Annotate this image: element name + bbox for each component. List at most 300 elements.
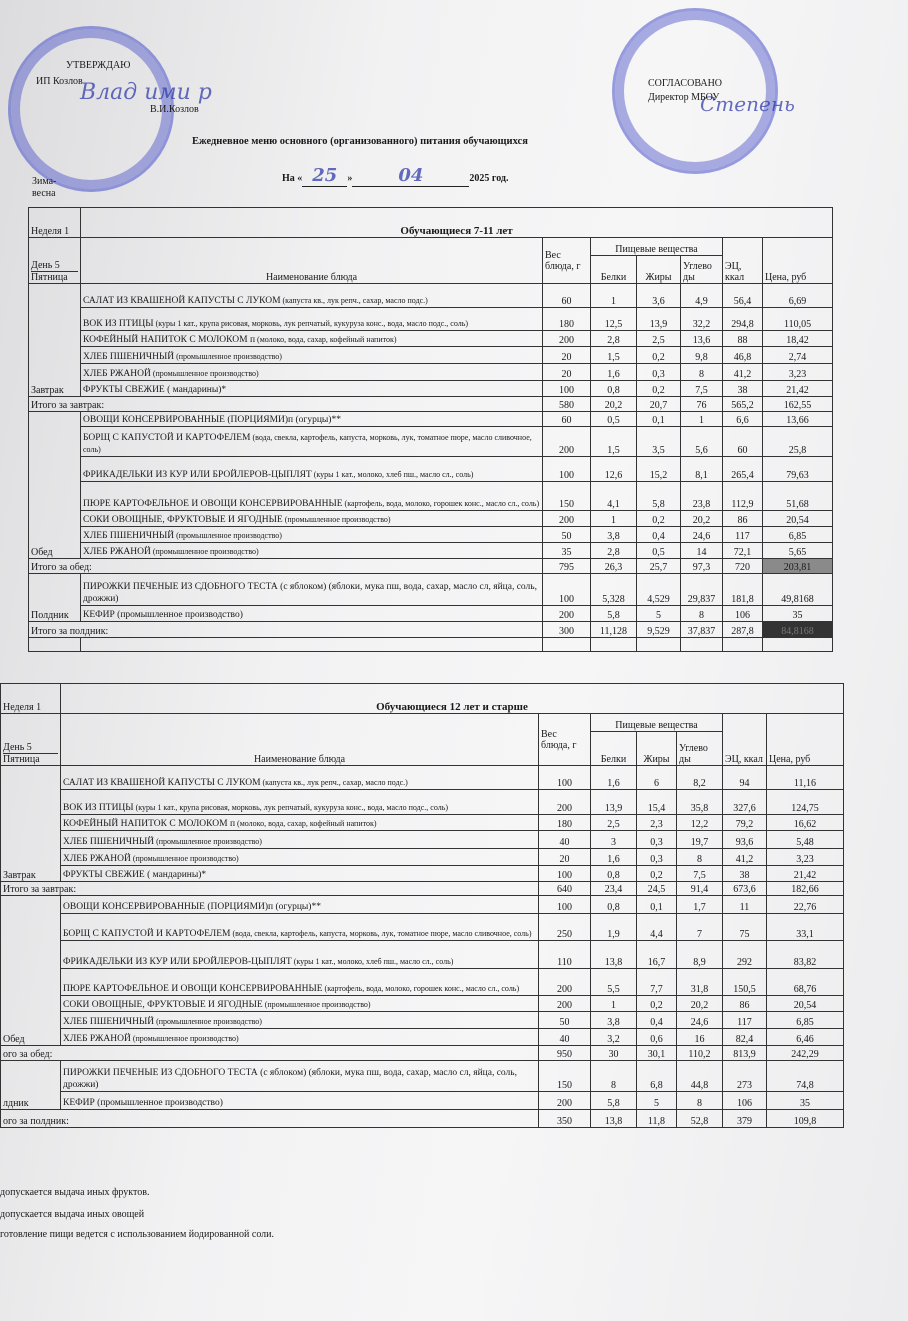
dish-w: 100: [543, 381, 591, 397]
meal-label: Завтрак: [29, 284, 81, 397]
dish-name: [61, 1029, 539, 1046]
dish-f: 13,9: [637, 308, 681, 331]
dish-row: [1, 831, 844, 849]
total-price: 242,29: [767, 1046, 844, 1061]
date-month: 04: [352, 165, 469, 187]
total-c: 91,4: [677, 882, 723, 896]
dish-price: 110,05: [763, 308, 833, 331]
day-cell: [29, 238, 81, 284]
dish-p: 0,8: [591, 866, 637, 882]
dish-price: 11,16: [767, 766, 844, 790]
col-energy-header: ЭЦ, ккал: [723, 238, 763, 284]
dish-p: 2,8: [591, 331, 637, 347]
dish-row: [1, 766, 844, 790]
total-w: 640: [539, 882, 591, 896]
dish-row: [1, 1061, 844, 1092]
total-price: 84,8168: [763, 622, 833, 638]
dish-main: ХЛЕБ РЖАНОЙ: [63, 1034, 131, 1044]
meal-label: Обед: [1, 896, 61, 1046]
dish-main: САЛАТ ИЗ КВАШЕНОЙ КАПУСТЫ С ЛУКОМ: [83, 296, 281, 306]
dish-f: 2,3: [637, 815, 677, 831]
dish-e: 94: [723, 766, 767, 790]
menu-date: На « 25 » 04 2025 год.: [282, 165, 509, 186]
dish-p: 13,9: [591, 790, 637, 815]
dish-w: 100: [539, 896, 591, 914]
dish-row: [29, 364, 833, 381]
dish-price: 3,23: [763, 364, 833, 381]
dish-ingredients: (куры 1 кат., молоко, хлеб пш., масло сл., соль): [291, 957, 454, 966]
total-c: 37,837: [681, 622, 723, 638]
dish-e: 117: [723, 527, 763, 543]
dish-main: ВОК ИЗ ПТИЦЫ: [83, 319, 154, 329]
dish-price: 5,48: [767, 831, 844, 849]
dish-name: [81, 527, 543, 543]
dish-c: 20,2: [677, 996, 723, 1012]
total-p: 23,4: [591, 882, 637, 896]
dish-c: 19,7: [677, 831, 723, 849]
col-energy-header: ЭЦ, ккал: [723, 714, 767, 766]
dish-main: ХЛЕБ ПШЕНИЧНЫЙ: [83, 352, 175, 362]
col-price-header: Цена, руб: [763, 238, 833, 284]
dish-f: 15,4: [637, 790, 677, 815]
dish-row: [29, 457, 833, 482]
dish-p: 1: [591, 996, 637, 1012]
menu-table-12plus: [0, 683, 844, 1128]
dish-row: [29, 574, 833, 606]
dish-row: [29, 543, 833, 559]
col-carbs-header: Углево ды: [677, 732, 723, 766]
dish-e: 150,5: [723, 969, 767, 996]
total-f: 9,529: [637, 622, 681, 638]
dish-name: [81, 482, 543, 511]
dish-main: КЕФИР (промышленное производство): [63, 1098, 223, 1108]
total-price: 109,8: [767, 1110, 844, 1128]
total-price: 162,55: [763, 397, 833, 412]
dish-main: ВОК ИЗ ПТИЦЫ: [63, 803, 134, 813]
dish-main: ФРУКТЫ СВЕЖИЕ ( мандарины)*: [63, 870, 207, 880]
dish-e: 106: [723, 1092, 767, 1110]
dish-w: 50: [543, 527, 591, 543]
dish-row: [1, 866, 844, 882]
dish-w: 200: [543, 331, 591, 347]
dish-price: 21,42: [767, 866, 844, 882]
dish-price: 79,63: [763, 457, 833, 482]
dish-f: 0,3: [637, 849, 677, 866]
dish-name: [81, 457, 543, 482]
dish-e: 273: [723, 1061, 767, 1092]
dish-c: 8: [677, 1092, 723, 1110]
total-row: [29, 559, 833, 574]
total-price: 182,66: [767, 882, 844, 896]
dish-w: 250: [539, 914, 591, 941]
dish-p: 5,8: [591, 1092, 637, 1110]
dish-price: 51,68: [763, 482, 833, 511]
weekday-label: Пятница: [31, 271, 78, 283]
total-f: 20,7: [637, 397, 681, 412]
total-label: Итого за полдник:: [29, 622, 543, 638]
dish-main: САЛАТ ИЗ КВАШЕНОЙ КАПУСТЫ С ЛУКОМ: [63, 778, 261, 788]
dish-f: 0,2: [637, 996, 677, 1012]
date-day: 25: [302, 165, 347, 187]
dish-p: 13,8: [591, 941, 637, 969]
dish-c: 7: [677, 914, 723, 941]
dish-p: 1,6: [591, 364, 637, 381]
dish-p: 1,6: [591, 766, 637, 790]
dish-e: 181,8: [723, 574, 763, 606]
dish-p: 1,9: [591, 914, 637, 941]
dish-c: 8,9: [677, 941, 723, 969]
total-c: 110,2: [677, 1046, 723, 1061]
total-label: ого за полдник:: [1, 1110, 539, 1128]
dish-f: 16,7: [637, 941, 677, 969]
dish-w: 40: [539, 1029, 591, 1046]
dish-w: 200: [543, 606, 591, 622]
dish-c: 24,6: [677, 1012, 723, 1029]
dish-w: 200: [539, 790, 591, 815]
dish-f: 4,529: [637, 574, 681, 606]
dish-w: 100: [539, 866, 591, 882]
dish-e: 294,8: [723, 308, 763, 331]
dish-f: 0,3: [637, 364, 681, 381]
meal-label: Завтрак: [1, 766, 61, 882]
weekday-label: Пятница: [3, 753, 58, 765]
dish-w: 35: [543, 543, 591, 559]
dish-name: [61, 849, 539, 866]
menu-table-7-11: [28, 207, 833, 652]
dish-f: 5: [637, 1092, 677, 1110]
dish-e: 265,4: [723, 457, 763, 482]
dish-row: [1, 914, 844, 941]
col-protein-header: Белки: [591, 256, 637, 284]
day-cell: [1, 714, 61, 766]
dish-ingredients: (вода, свекла, картофель, капуста, морковь, лук, томатное пюре, масло сливочное, соль): [230, 929, 532, 938]
dish-p: 0,8: [591, 381, 637, 397]
dish-f: 0,2: [637, 511, 681, 527]
dish-ingredients: (промышленное производство): [282, 515, 391, 524]
dish-row: [29, 511, 833, 527]
total-p: 30: [591, 1046, 637, 1061]
dish-main: СОКИ ОВОЩНЫЕ, ФРУКТОВЫЕ И ЯГОДНЫЕ: [83, 515, 283, 525]
dish-row: [1, 996, 844, 1012]
dish-main: КЕФИР (промышленное производство): [83, 610, 243, 620]
dish-e: 56,4: [723, 284, 763, 308]
dish-name: [61, 1061, 539, 1092]
dish-w: 200: [543, 511, 591, 527]
total-w: 300: [543, 622, 591, 638]
dish-price: 124,75: [767, 790, 844, 815]
dish-price: 6,69: [763, 284, 833, 308]
dish-name: [81, 574, 543, 606]
dish-name: [81, 606, 543, 622]
dish-price: 83,82: [767, 941, 844, 969]
total-c: 97,3: [681, 559, 723, 574]
dish-ingredients: (промышленное производство): [174, 531, 282, 540]
dish-f: 0,2: [637, 866, 677, 882]
dish-p: 1,5: [591, 427, 637, 457]
dish-f: 6: [637, 766, 677, 790]
dish-name: [61, 896, 539, 914]
dish-p: 3: [591, 831, 637, 849]
dish-e: 79,2: [723, 815, 767, 831]
dish-price: 74,8: [767, 1061, 844, 1092]
dish-ingredients: (промышленное производство): [130, 1034, 239, 1043]
dish-p: 3,8: [591, 1012, 637, 1029]
dish-f: 3,6: [637, 284, 681, 308]
dish-c: 24,6: [681, 527, 723, 543]
total-label: Итого за обед:: [29, 559, 543, 574]
dish-row: [1, 1029, 844, 1046]
dish-row: [1, 896, 844, 914]
dish-p: 3,8: [591, 527, 637, 543]
dish-p: 2,5: [591, 815, 637, 831]
season-label: Зима-весна: [32, 176, 57, 199]
dish-main: ПИРОЖКИ ПЕЧЕНЫЕ ИЗ СДОБНОГО ТЕСТА (с яблоком) (яблоки, мука пш, вода, сахар, масло сл, яйца, соль, дрожжи): [83, 582, 538, 604]
dish-w: 100: [543, 574, 591, 606]
dish-main: ФРУКТЫ СВЕЖИЕ ( мандарины)*: [83, 385, 227, 395]
dish-p: 5,8: [591, 606, 637, 622]
dish-row: [29, 308, 833, 331]
dish-e: 60: [723, 427, 763, 457]
dish-name: [81, 308, 543, 331]
signature-left: Влад ими р: [80, 80, 212, 105]
meal-label: Полдник: [29, 574, 81, 622]
dish-f: 4,4: [637, 914, 677, 941]
dish-row: [29, 284, 833, 308]
dish-e: 6,6: [723, 412, 763, 427]
dish-e: 88: [723, 331, 763, 347]
total-e: 565,2: [723, 397, 763, 412]
dish-row: [29, 412, 833, 427]
total-row: [1, 1110, 844, 1128]
dish-ingredients: (промышленное производство): [154, 837, 262, 846]
col-nutrients-header: Пищевые вещества: [591, 714, 723, 732]
col-price-header: Цена, руб: [767, 714, 844, 766]
dish-w: 60: [543, 284, 591, 308]
dish-ingredients: (молоко, вода, сахар, кофейный напиток): [235, 819, 377, 828]
dish-name: [81, 511, 543, 527]
dish-w: 20: [539, 849, 591, 866]
total-w: 580: [543, 397, 591, 412]
dish-e: 72,1: [723, 543, 763, 559]
dish-ingredients: (промышленное производство): [262, 1000, 371, 1009]
total-p: 26,3: [591, 559, 637, 574]
dish-main: ХЛЕБ РЖАНОЙ: [83, 547, 151, 557]
dish-f: 5,8: [637, 482, 681, 511]
dish-c: 31,8: [677, 969, 723, 996]
dish-row: [29, 381, 833, 397]
dish-row: [1, 969, 844, 996]
dish-c: 14: [681, 543, 723, 559]
dish-price: 35: [763, 606, 833, 622]
dish-ingredients: (капуста кв., лук репч., сахар, масло подс.): [280, 296, 428, 305]
group-title: Обучающиеся 12 лет и старше: [61, 684, 844, 714]
day-label: День 5: [3, 742, 32, 753]
dish-name: [81, 412, 543, 427]
dish-row: [1, 941, 844, 969]
dish-price: 5,65: [763, 543, 833, 559]
dish-ingredients: (куры 1 кат., молоко, хлеб пш., масло сл., соль): [311, 470, 474, 479]
dish-f: 15,2: [637, 457, 681, 482]
week-label: Неделя 1: [1, 684, 61, 714]
meal-label: лдник: [1, 1061, 61, 1110]
dish-e: 93,6: [723, 831, 767, 849]
dish-main: ПЮРЕ КАРТОФЕЛЬНОЕ И ОВОЩИ КОНСЕРВИРОВАННЫЕ: [63, 984, 323, 994]
dish-ingredients: (промышленное производство): [174, 352, 282, 361]
dish-p: 1,5: [591, 347, 637, 364]
dish-price: 35: [767, 1092, 844, 1110]
dish-row: [29, 527, 833, 543]
dish-e: 82,4: [723, 1029, 767, 1046]
total-e: 287,8: [723, 622, 763, 638]
dish-main: ХЛЕБ ПШЕНИЧНЫЙ: [63, 837, 155, 847]
day-label: День 5: [31, 260, 60, 271]
approve-name: В.И.Козлов: [150, 104, 199, 115]
total-e: 379: [723, 1110, 767, 1128]
total-row: [29, 622, 833, 638]
dish-e: 46,8: [723, 347, 763, 364]
total-label: Итого за завтрак:: [29, 397, 543, 412]
col-dish-header: Наименование блюда: [81, 238, 543, 284]
dish-c: 12,2: [677, 815, 723, 831]
dish-name: [81, 331, 543, 347]
dish-name: [61, 815, 539, 831]
total-row: [1, 882, 844, 896]
dish-ingredients: (картофель, вода, молоко, горошек конс., масло сл., соль): [322, 984, 520, 993]
dish-name: [61, 1012, 539, 1029]
dish-c: 7,5: [681, 381, 723, 397]
dish-w: 40: [539, 831, 591, 849]
total-f: 25,7: [637, 559, 681, 574]
dish-ingredients: (промышленное производство): [154, 1017, 262, 1026]
dish-price: 21,42: [763, 381, 833, 397]
dish-c: 20,2: [681, 511, 723, 527]
week-label: Неделя 1: [29, 208, 81, 238]
dish-name: [61, 766, 539, 790]
dish-f: 0,3: [637, 831, 677, 849]
dish-p: 0,5: [591, 412, 637, 427]
dish-f: 0,2: [637, 347, 681, 364]
dish-name: [61, 996, 539, 1012]
dish-ingredients: (капуста кв., лук репч., сахар, масло подс.): [260, 778, 408, 787]
total-w: 950: [539, 1046, 591, 1061]
dish-c: 8,1: [681, 457, 723, 482]
dish-row: [1, 790, 844, 815]
dish-f: 0,6: [637, 1029, 677, 1046]
dish-row: [1, 815, 844, 831]
dish-main: ХЛЕБ РЖАНОЙ: [63, 854, 131, 864]
dish-p: 1,6: [591, 849, 637, 866]
total-p: 20,2: [591, 397, 637, 412]
dish-p: 8: [591, 1061, 637, 1092]
dish-e: 38: [723, 381, 763, 397]
dish-main: ХЛЕБ ПШЕНИЧНЫЙ: [83, 531, 175, 541]
dish-price: 33,1: [767, 914, 844, 941]
total-w: 795: [543, 559, 591, 574]
col-dish-header: Наименование блюда: [61, 714, 539, 766]
dish-p: 0,8: [591, 896, 637, 914]
dish-p: 5,328: [591, 574, 637, 606]
menu-title: Ежедневное меню основного (организованного) питания обучающихся: [192, 136, 528, 147]
dish-p: 4,1: [591, 482, 637, 511]
dish-ingredients: (молоко, вода, сахар, кофейный напиток): [255, 335, 397, 344]
dish-main: ПЮРЕ КАРТОФЕЛЬНОЕ И ОВОЩИ КОНСЕРВИРОВАННЫЕ: [83, 499, 343, 509]
dish-row: [29, 482, 833, 511]
dish-ingredients: (промышленное производство): [150, 547, 259, 556]
dish-ingredients: (куры 1 кат., крупа рисовая, морковь, лук репчатый, кукуруза конс., вода, масло подс., соль): [153, 319, 469, 328]
approve-role: ИП Козлов: [36, 76, 83, 87]
dish-f: 0,5: [637, 543, 681, 559]
col-weight-header: Вес блюда, г: [539, 714, 591, 766]
footnote-2: допускается выдача иных овощей: [0, 1209, 145, 1220]
dish-f: 3,5: [637, 427, 681, 457]
dish-price: 49,8168: [763, 574, 833, 606]
dish-w: 20: [543, 347, 591, 364]
dish-main: ХЛЕБ ПШЕНИЧНЫЙ: [63, 1017, 155, 1027]
dish-e: 86: [723, 996, 767, 1012]
dish-p: 2,8: [591, 543, 637, 559]
dish-row: [29, 347, 833, 364]
dish-price: 13,66: [763, 412, 833, 427]
dish-e: 75: [723, 914, 767, 941]
dish-row: [1, 849, 844, 866]
dish-main: БОРЩ С КАПУСТОЙ И КАРТОФЕЛЕМ: [83, 433, 251, 443]
dish-name: [61, 941, 539, 969]
dish-main: ФРИКАДЕЛЬКИ ИЗ КУР ИЛИ БРОЙЛЕРОВ-ЦЫПЛЯТ: [63, 957, 292, 967]
dish-main: КОФЕЙНЫЙ НАПИТОК С МОЛОКОМ п: [63, 819, 236, 829]
dish-e: 41,2: [723, 849, 767, 866]
dish-c: 1,7: [677, 896, 723, 914]
dish-name: [61, 866, 539, 882]
dish-name: [61, 831, 539, 849]
dish-c: 16: [677, 1029, 723, 1046]
dish-e: 41,2: [723, 364, 763, 381]
dish-c: 29,837: [681, 574, 723, 606]
agreed-label: СОГЛАСОВАНО: [648, 78, 723, 89]
total-e: 673,6: [723, 882, 767, 896]
dish-f: 2,5: [637, 331, 681, 347]
dish-f: 6,8: [637, 1061, 677, 1092]
dish-price: 20,54: [767, 996, 844, 1012]
dish-row: [1, 1012, 844, 1029]
dish-price: 6,85: [763, 527, 833, 543]
dish-c: 23,8: [681, 482, 723, 511]
total-c: 52,8: [677, 1110, 723, 1128]
dish-name: [81, 347, 543, 364]
group-title: Обучающиеся 7-11 лет: [81, 208, 833, 238]
dish-main: КОФЕЙНЫЙ НАПИТОК С МОЛОКОМ п: [83, 335, 256, 345]
total-f: 24,5: [637, 882, 677, 896]
dish-f: 0,4: [637, 1012, 677, 1029]
dish-name: [61, 1092, 539, 1110]
dish-f: 5: [637, 606, 681, 622]
total-p: 13,8: [591, 1110, 637, 1128]
dish-c: 9,8: [681, 347, 723, 364]
dish-c: 4,9: [681, 284, 723, 308]
total-w: 350: [539, 1110, 591, 1128]
dish-price: 20,54: [763, 511, 833, 527]
dish-w: 60: [543, 412, 591, 427]
dish-price: 6,46: [767, 1029, 844, 1046]
dish-price: 6,85: [767, 1012, 844, 1029]
dish-w: 200: [539, 969, 591, 996]
total-e: 813,9: [723, 1046, 767, 1061]
dish-w: 150: [543, 482, 591, 511]
total-e: 720: [723, 559, 763, 574]
school-stamp: [612, 8, 778, 174]
dish-c: 32,2: [681, 308, 723, 331]
meal-label: Обед: [29, 412, 81, 559]
dish-e: 106: [723, 606, 763, 622]
